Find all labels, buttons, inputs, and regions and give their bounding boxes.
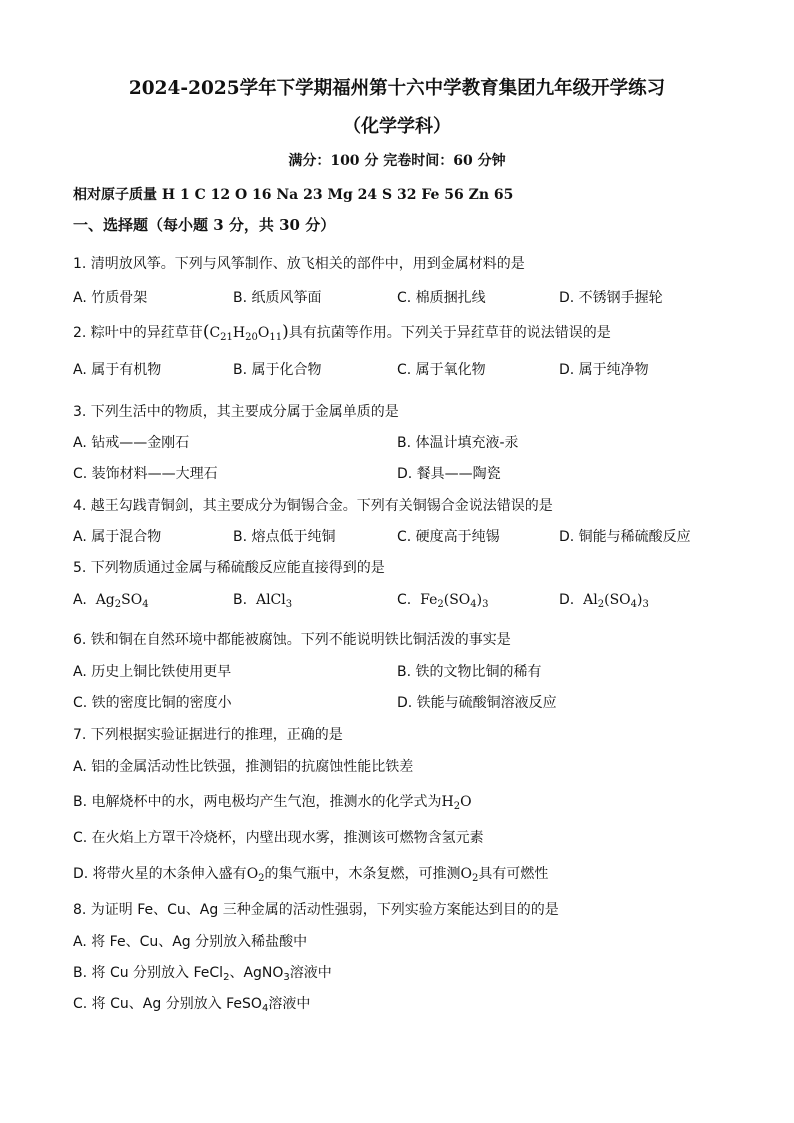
question-2-stem: 2. 粽叶中的异荭草苷$(C_{21}H_{20}O_{11})$具有抗菌等作用。下列关于异荭草苷的说法错误的是 [73, 322, 611, 343]
question-7-stem: 7. 下列根据实验证据进行的推理，正确的是 [73, 727, 343, 743]
question-8-stem: 8. 为证明 Fe、Cu、Ag 三种金属的活动性强弱，下列实验方案能达到目的的是 [73, 902, 559, 918]
question-2-option-a: A. 属于有机物 [73, 362, 162, 378]
question-1-option-d: D. 不锈钢手握轮 [559, 290, 663, 306]
score-time-info: 满分：100 分 完卷时间：60 分钟 [288, 153, 506, 169]
question-6-option-c: C. 铁的密度比铜的密度小 [73, 695, 232, 711]
question-1-stem: 1. 清明放风筝。下列与风筝制作、放飞相关的部件中，用到金属材料的是 [73, 256, 525, 272]
question-6-option-d: D. 铁能与硫酸铜溶液反应 [397, 695, 557, 711]
question-6-option-b: B. 铁的文物比铜的稀有 [397, 664, 542, 680]
question-4-option-b: B. 熔点低于纯铜 [233, 529, 336, 545]
question-3-option-c: C. 装饰材料——大理石 [73, 466, 218, 482]
question-5-option-b: B. AlCl$_3$ [233, 592, 293, 610]
question-8-option-c: C. 将 Cu、Ag 分别放入 FeSO$_4$溶液中 [73, 996, 311, 1014]
subject-label: （化学学科） [343, 116, 451, 137]
atomic-masses: 相对原子质量 H 1 C 12 O 16 Na 23 Mg 24 S 32 Fe 56 Zn 65 [73, 187, 514, 203]
question-4-stem: 4. 越王勾践青铜剑，其主要成分为铜锡合金。下列有关铜锡合金说法错误的是 [73, 498, 553, 514]
question-3-option-b: B. 体温计填充液-汞 [397, 435, 519, 451]
question-3-option-d: D. 餐具——陶瓷 [397, 466, 501, 482]
question-8-option-b: B. 将 Cu 分别放入 FeCl$_2$、AgNO$_3$溶液中 [73, 965, 332, 983]
question-6-option-a: A. 历史上铜比铁使用更早 [73, 664, 232, 680]
question-8-option-a: A. 将 Fe、Cu、Ag 分别放入稀盐酸中 [73, 934, 308, 950]
question-2-option-b: B. 属于化合物 [233, 362, 322, 378]
question-3-stem: 3. 下列生活中的物质，其主要成分属于金属单质的是 [73, 404, 399, 420]
isoorientin-formula: ( [202, 322, 210, 342]
section-heading: 一、选择题（每小题 3 分，共 30 分） [73, 216, 336, 234]
exam-title: 2024-2025学年下学期福州第十六中学教育集团九年级开学练习 [128, 78, 666, 99]
question-7-option-b: B. 电解烧杯中的水，两电极均产生气泡，推测水的化学式为$H_2O$ [73, 794, 472, 812]
question-7-option-d: D. 将带火星的木条伸入盛有$O_2$的集气瓶中，木条复燃，可推测$O_2$具有可燃性 [73, 866, 549, 884]
question-5-stem: 5. 下列物质通过金属与稀硫酸反应能直接得到的是 [73, 560, 385, 576]
question-5-option-d: D. $Al_2(SO_4)_3$ [559, 592, 649, 610]
question-1-option-b: B. 纸质风筝面 [233, 290, 322, 306]
question-3-option-a: A. 钻戒——金刚石 [73, 435, 190, 451]
question-1-option-a: A. 竹质骨架 [73, 290, 148, 306]
question-4-option-a: A. 属于混合物 [73, 529, 162, 545]
question-7-option-c: C. 在火焰上方罩干冷烧杯，内壁出现水雾，推测该可燃物含氢元素 [73, 830, 484, 846]
question-2-option-d: D. 属于纯净物 [559, 362, 649, 378]
question-1-option-c: C. 棉质捆扎线 [397, 290, 486, 306]
question-5-option-c: C. $Fe_2(SO_4)_3$ [397, 592, 489, 610]
question-4-option-d: D. 铜能与稀硫酸反应 [559, 529, 691, 545]
question-2-option-c: C. 属于氧化物 [397, 362, 486, 378]
question-4-option-c: C. 硬度高于纯锡 [397, 529, 500, 545]
question-5-option-a: A. $Ag_2SO_4$ [73, 592, 149, 610]
question-6-stem: 6. 铁和铜在自然环境中都能被腐蚀。下列不能说明铁比铜活泼的事实是 [73, 632, 511, 648]
question-7-option-a: A. 铝的金属活动性比铁强，推测铝的抗腐蚀性能比铁差 [73, 759, 414, 775]
